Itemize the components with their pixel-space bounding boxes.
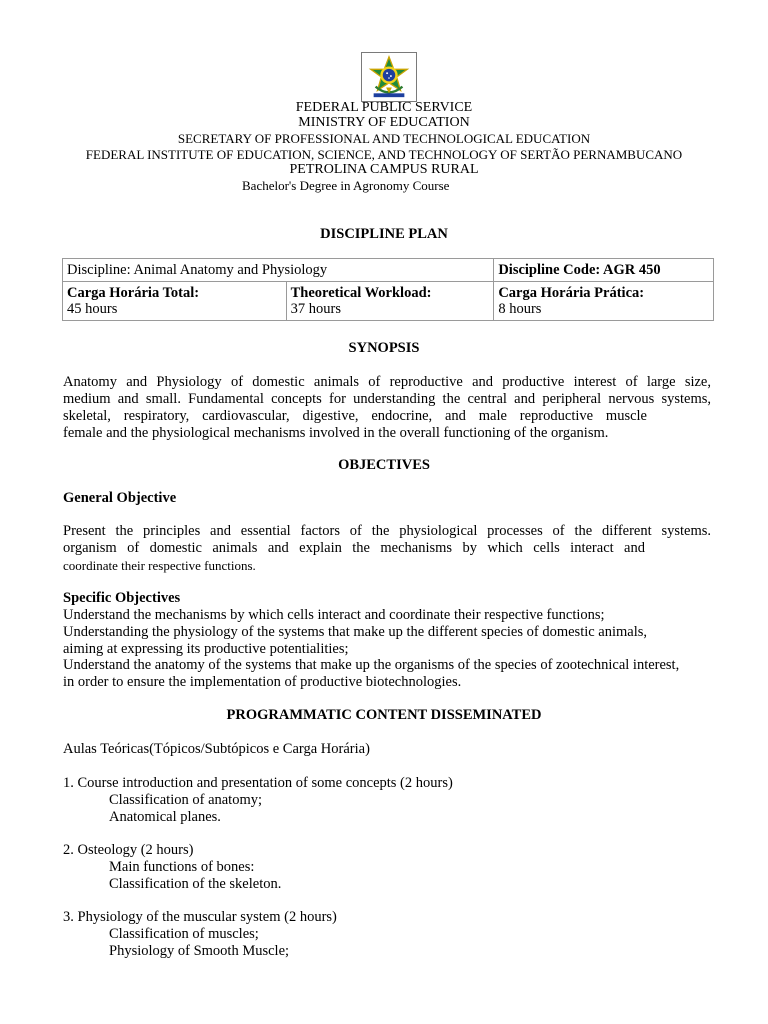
general-objective-line: coordinate their respective functions.: [63, 558, 256, 573]
theory-classes-subtitle: Aulas Teóricas(Tópicos/Subtópicos e Carga Horária): [63, 741, 370, 757]
synopsis-title: SYNOPSIS: [348, 340, 420, 356]
table-row: [63, 259, 714, 282]
coat-of-arms-emblem: [361, 52, 417, 102]
synopsis-line: Anatomy and Physiology of domestic animals of reproductive and productive interest of large size,: [63, 374, 711, 390]
discipline-name-cell: Discipline: Animal Anatomy and Physiology: [63, 259, 494, 282]
content-item-heading: 2. Osteology (2 hours): [63, 842, 194, 858]
synopsis-line: skeletal, respiratory, cardiovascular, digestive, endocrine, and male reproductive muscle: [63, 408, 647, 424]
synopsis-line: medium and small. Fundamental concepts for understanding the central and peripheral nervous systems,: [63, 391, 711, 407]
general-objective-title: General Objective: [63, 490, 177, 506]
content-subitem: Classification of anatomy;: [109, 792, 263, 808]
practical-workload-label: Carga Horária Prática:: [498, 285, 645, 301]
specific-objective-line: Understanding the physiology of the systems that make up the different species of domestic animals,: [63, 624, 648, 640]
general-objective-line: Present the principles and essential factors of the physiological processes of the different systems.: [63, 523, 711, 539]
header-line-2: MINISTRY OF EDUCATION: [298, 115, 470, 130]
content-item-heading: 1. Course introduction and presentation of some concepts (2 hours): [63, 775, 453, 791]
total-workload-cell: [63, 282, 287, 321]
general-objective-text: [63, 523, 711, 574]
header-line-3: SECRETARY OF PROFESSIONAL AND TECHNOLOGICAL EDUCATION: [177, 131, 591, 146]
discipline-table: [62, 258, 714, 321]
theoretical-workload-label: Theoretical Workload:: [290, 285, 432, 301]
header-line-5: PETROLINA CAMPUS RURAL: [289, 162, 479, 177]
general-objective-line: organism of domestic animals and explain the mechanisms by which cells interact and: [63, 540, 645, 556]
content-item-heading: 3. Physiology of the muscular system (2 hours): [63, 909, 337, 925]
specific-objective-line: Understand the anatomy of the systems that make up the organisms of the species of zootechnical interest,: [63, 657, 680, 673]
total-workload-label: Carga Horária Total:: [67, 285, 200, 301]
content-subitem: Anatomical planes.: [109, 809, 221, 825]
header-line-1: FEDERAL PUBLIC SERVICE: [295, 100, 473, 115]
practical-workload-cell: [494, 282, 714, 321]
table-row: [63, 282, 714, 321]
content-subitem: Physiology of Smooth Muscle;: [109, 943, 290, 959]
discipline-plan-title: DISCIPLINE PLAN: [320, 226, 448, 242]
theoretical-workload-cell: [286, 282, 494, 321]
content-subitem: Main functions of bones:: [109, 859, 255, 875]
discipline-code-cell: Discipline Code: AGR 450: [494, 259, 714, 282]
synopsis-text: [63, 374, 711, 442]
content-subitem: Classification of the skeleton.: [109, 876, 282, 892]
synopsis-line: female and the physiological mechanisms involved in the overall functioning of the organism.: [63, 425, 609, 441]
specific-objectives-title: Specific Objectives: [63, 590, 181, 606]
content-subitem: Classification of muscles;: [109, 926, 259, 942]
specific-objective-line: in order to ensure the implementation of productive biotechnologies.: [63, 674, 462, 690]
specific-objective-line: Understand the mechanisms by which cells interact and coordinate their respective functions;: [63, 607, 605, 623]
total-workload-value: 45 hours: [67, 301, 118, 317]
specific-objective-line: aiming at expressing its productive potentialities;: [63, 641, 349, 657]
programmatic-content-title: PROGRAMMATIC CONTENT DISSEMINATED: [226, 707, 542, 723]
objectives-title: OBJECTIVES: [338, 457, 430, 473]
theoretical-workload-value: 37 hours: [290, 301, 341, 317]
practical-workload-value: 8 hours: [498, 301, 542, 317]
course-name: Bachelor's Degree in Agronomy Course: [242, 178, 450, 193]
header-line-4: FEDERAL INSTITUTE OF EDUCATION, SCIENCE, AND TECHNOLOGY OF SERTÃO PERNAMBUCANO: [85, 147, 683, 162]
